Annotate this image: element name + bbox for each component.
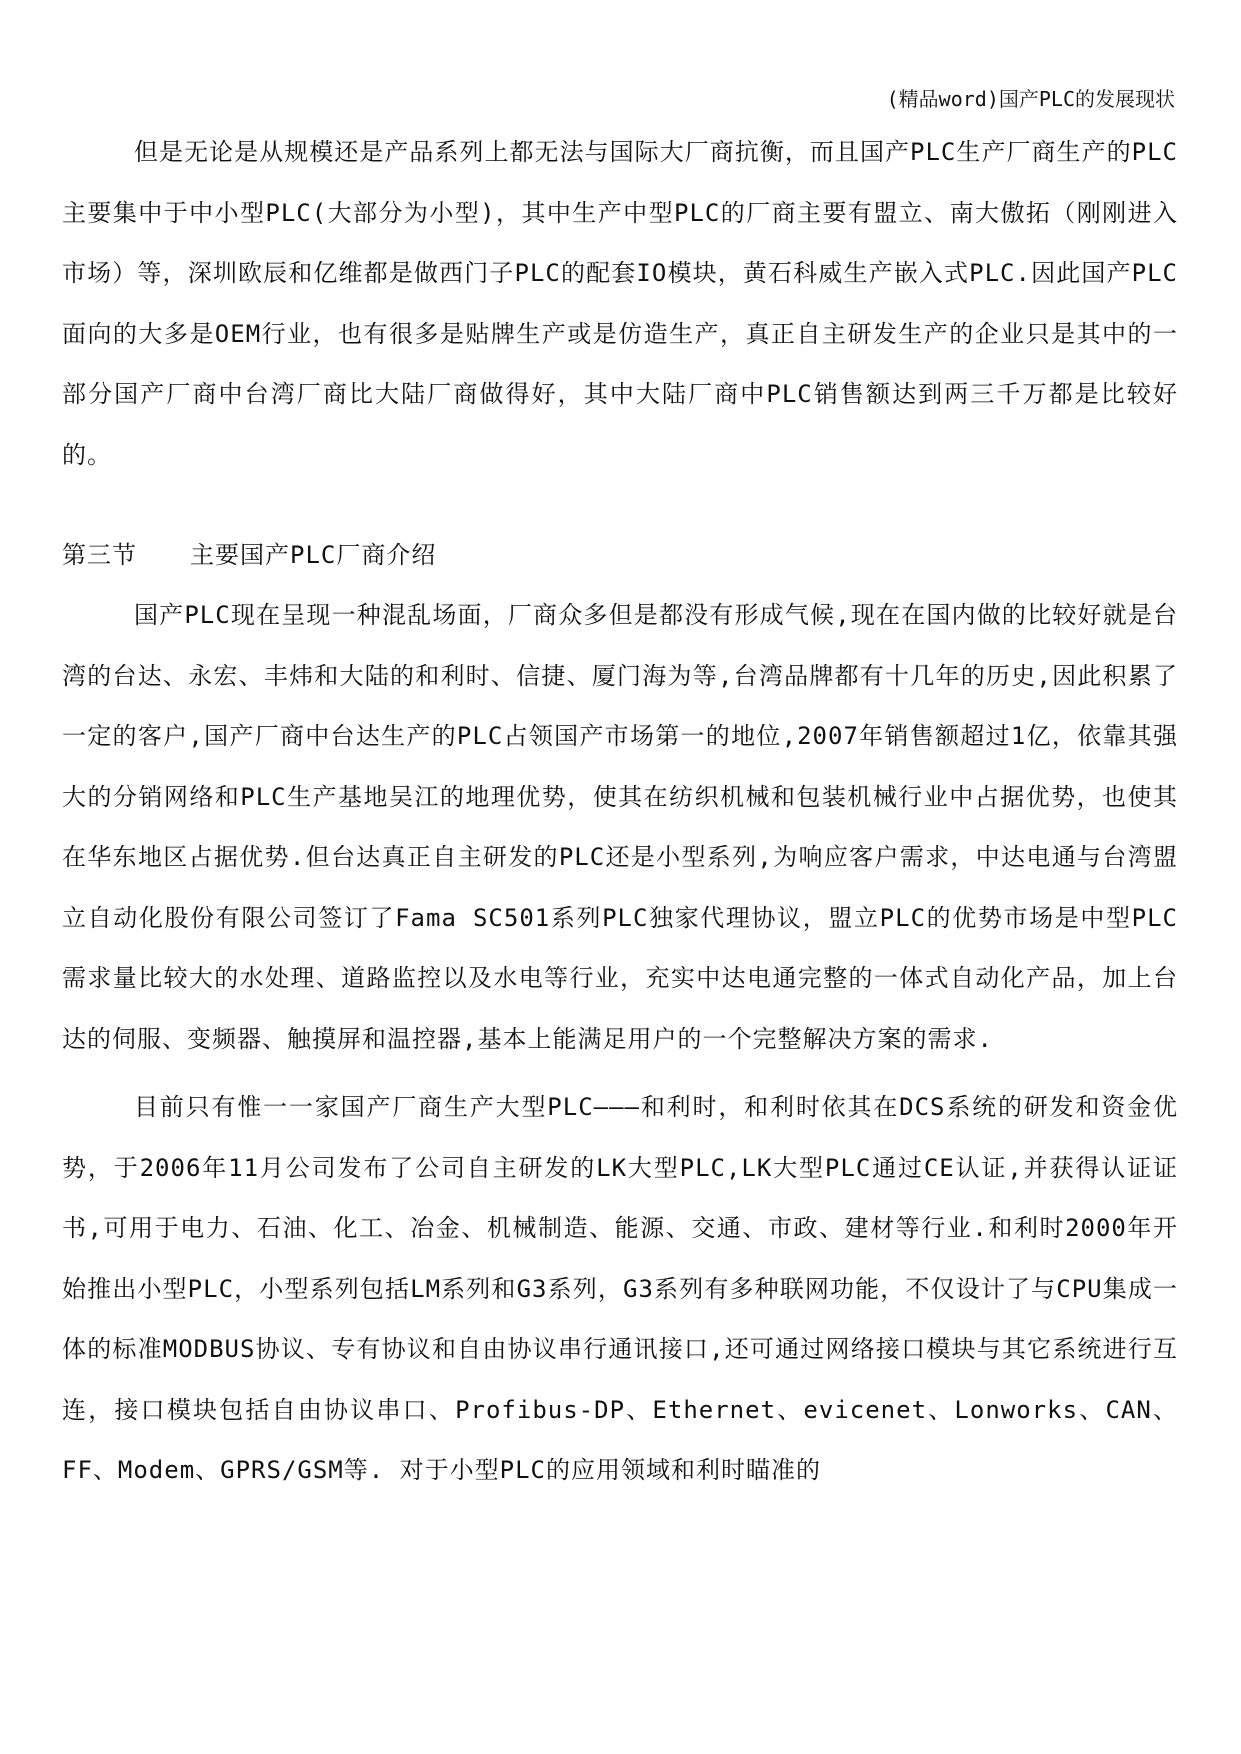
document-body (62, 122, 1178, 1501)
section-title: 主要国产PLC厂商介绍 (190, 541, 437, 569)
paragraph-spacer (62, 485, 1178, 525)
section-heading (62, 525, 1178, 585)
running-header: (精品word)国产PLC的发展现状 (886, 87, 1175, 111)
section-number: 第三节 (62, 541, 137, 569)
paragraph-market-overview: 国产PLC现在呈现一种混乱场面，厂商众多但是都没有形成气候,现在在国内做的比较好就是台湾的台达、永宏、丰炜和大陆的和利时、信捷、厦门海为等,台湾品牌都有十几年的历史,因此积累了一定的客户,国产厂商中台达生产的PLC占领国产市场第一的地位,2007年销售额超过1亿，依靠其强大的分销网络和PLC生产基地吴江的地理优势，使其在纺织机械和包装机械行业中占据优势，也使其在华东地区占据优势.但台达真正自主研发的PLC还是小型系列,为响应客户需求，中达电通与台湾盟立自动化股份有限公司签订了Fama SC501系列PLC独家代理协议，盟立PLC的优势市场是中型PLC需求量比较大的水处理、道路监控以及水电等行业，充实中达电通完整的一体式自动化产品，加上台达的伺服、变频器、触摸屏和温控器,基本上能满足用户的一个完整解决方案的需求. (62, 601, 1178, 1053)
paragraph-scale-comparison: 但是无论是从规模还是产品系列上都无法与国际大厂商抗衡，而且国产PLC生产厂商生产的PLC主要集中于中小型PLC(大部分为小型)，其中生产中型PLC的厂商主要有盟立、南大傲拓（刚刚进入市场）等，深圳欧辰和亿维都是做西门子PLC的配套IO模块，黄石科威生产嵌入式PLC.因此国产PLC面向的大多是OEM行业，也有很多是贴牌生产或是仿造生产，真正自主研发生产的企业只是其中的一部分国产厂商中台湾厂商比大陆厂商做得好，其中大陆厂商中PLC销售额达到两三千万都是比较好的。 (62, 138, 1178, 469)
paragraph-hollysys: 目前只有惟一一家国产厂商生产大型PLC———和利时，和利时依其在DCS系统的研发和资金优势，于2006年11月公司发布了公司自主研发的LK大型PLC,LK大型PLC通过CE认证,并获得认证证书,可用于电力、石油、化工、冶金、机械制造、能源、交通、市政、建材等行业.和利时2000年开始推出小型PLC，小型系列包括LM系列和G3系列，G3系列有多种联网功能，不仅设计了与CPU集成一体的标准MODBUS协议、专有协议和自由协议串行通讯接口,还可通过网络接口模块与其它系统进行互连，接口模块包括自由协议串口、Profibus-DP、Ethernet、evicenet、Lonworks、CAN、FF、Modem、GPRS/GSM等. 对于小型PLC的应用领域和利时瞄准的 (62, 1093, 1178, 1484)
